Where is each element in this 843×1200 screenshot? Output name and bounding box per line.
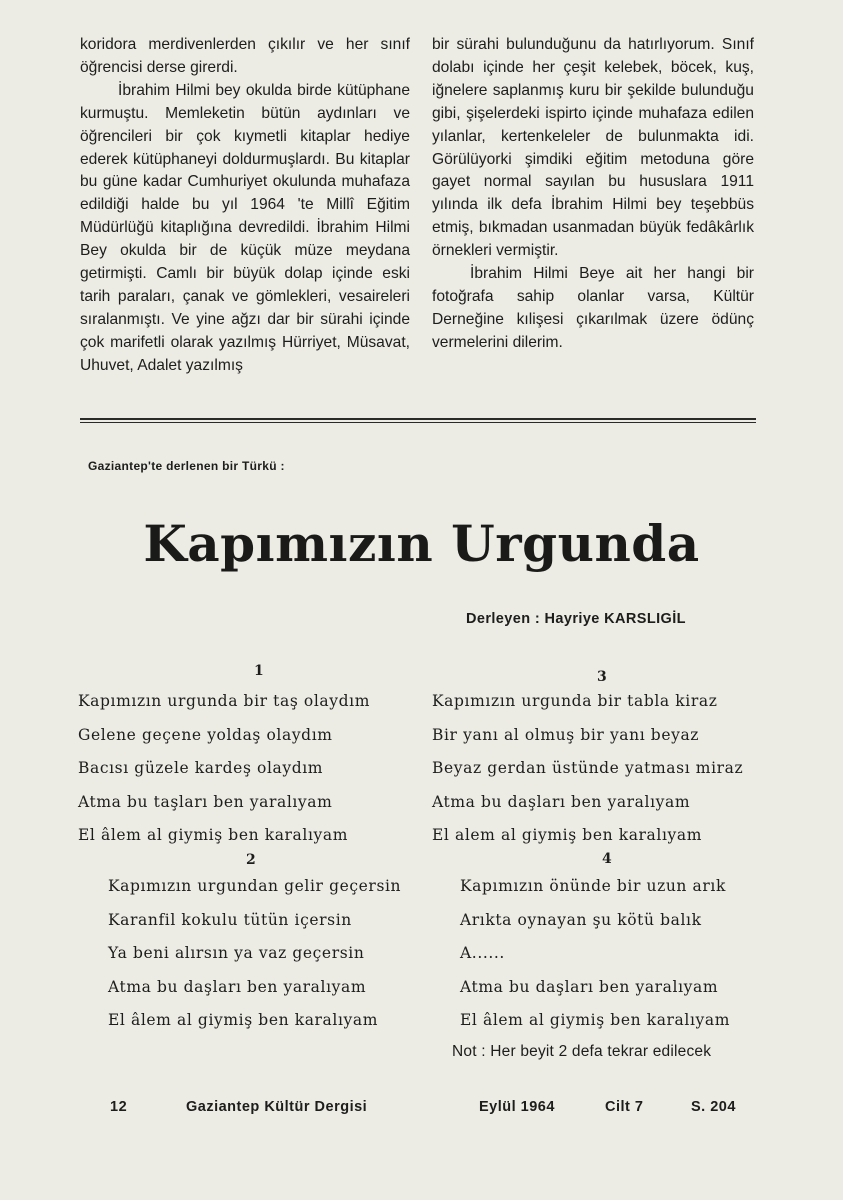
verse-line: Beyaz gerdan üstünde yatması miraz <box>432 759 744 777</box>
verse-line: Bacısı güzele kardeş olaydım <box>78 759 324 777</box>
compiler-credit: Derleyen : Hayriye KARSLIGİL <box>466 611 686 627</box>
verse-line: El alem al giymiş ben karalıyam <box>432 826 702 844</box>
article-paragraph: bir sürahi bulunduğunu da hatırlıyorum. Sınıf dolabı içinde her çeşit kelebek, böcek, kuş, iğnelere saplanmış kuru bir şekilde bulunduğu gibi, şişelerdeki ispirto içinde muhafaza edilen yılanlar, kertenkeleler de bulunmakta idi. Görülüyorki şimdiki eğitim metoduna göre gayet normal sayılan bu hususlara 1911 yılında ilk defa İbrahim Hilmi bey teşebbüs etmiş, bıkmadan usanmadan büyük fedâkârlık örnekleri vermiştir. <box>432 36 754 260</box>
verse-line: Kapımızın önünde bir uzun arık <box>460 877 726 895</box>
stanza-number: 2 <box>246 852 256 868</box>
stanza-number: 1 <box>254 663 264 679</box>
verse-line: A...... <box>460 944 505 962</box>
verse-line: Bir yanı al olmuş bir yanı beyaz <box>432 725 700 744</box>
page-number: 12 <box>110 1099 128 1115</box>
issue-date: Eylül 1964 <box>479 1099 555 1115</box>
stanza-number: 4 <box>602 851 612 867</box>
issue-number: S. 204 <box>691 1099 736 1115</box>
section-divider <box>80 418 756 420</box>
verse-line: Kapımızın urgunda bir tabla kiraz <box>432 692 718 710</box>
verse-line: Karanfil kokulu tütün içersin <box>108 910 352 929</box>
journal-name: Gaziantep Kültür Dergisi <box>186 1099 368 1115</box>
stanza <box>432 692 743 860</box>
song-kicker: Gaziantep'te derlenen bir Türkü : <box>88 459 285 473</box>
verse-line: El âlem al giymiş ben karalıyam <box>78 826 348 844</box>
verse-line: Atma bu daşları ben yaralıyam <box>460 977 719 996</box>
verse-line: El âlem al giymiş ben karalıyam <box>108 1011 378 1029</box>
verse-line: Kapımızın urgunda bir taş olaydım <box>78 692 370 710</box>
stanza <box>108 877 401 1045</box>
article-left-column <box>80 34 410 378</box>
stanza-number: 3 <box>597 669 607 685</box>
article-paragraph: koridora merdivenlerden çıkılır ve her sınıf öğrencisi derse girerdi. <box>80 36 410 76</box>
performance-note: Not : Her beyit 2 defa tekrar edilecek <box>452 1043 712 1060</box>
verse-line: Kapımızın urgundan gelir geçersin <box>108 877 402 895</box>
stanza <box>460 877 730 1045</box>
verse-line: Ya beni alırsın ya vaz geçersin <box>108 944 365 962</box>
volume-number: Cilt 7 <box>605 1099 644 1115</box>
verse-line: El âlem al giymiş ben karalıyam <box>460 1011 730 1029</box>
stanza <box>78 692 370 860</box>
article-paragraph: İbrahim Hilmi bey okulda birde kütüphane kurmuştu. Memleketin bütün aydınları ve öğrencileri bir çok kıymetli kitaplar hediye ederek kütüphaneyi doldurmuşlardı. Bu kitaplar bu güne kadar Cumhuriyet okulunda muhafaza edildiği halde bu yıl 1964 'te Millî Eğitim Müdürlüğü kitaplığına devredildi. İbrahim Hilmi Bey okulda bir de küçük müze meydana getirmişti. Camlı bir büyük dolap içinde eski tarih paraları, çanak ve gömlekleri, vesaireleri sıralanmıştı. Ve yine ağzı dar bir sürahi içinde çok marifetli olarak yazılmış Hürriyet, Müsavat, Uhuvet, Adalet yazılmış <box>80 81 410 374</box>
song-title: Kapımızın Urgunda <box>143 514 700 573</box>
article-right-column <box>432 34 754 355</box>
verse-line: Atma bu taşları ben yaralıyam <box>78 792 333 811</box>
verse-line: Arıkta oynayan şu kötü balık <box>460 910 702 929</box>
verse-line: Atma bu daşları ben yaralıyam <box>108 977 367 996</box>
verse-line: Gelene geçene yoldaş olaydım <box>78 725 333 744</box>
verse-line: Atma bu daşları ben yaralıyam <box>432 792 691 811</box>
article-paragraph: İbrahim Hilmi Beye ait her hangi bir fotoğrafa sahip olanlar varsa, Kültür Derneğine kılişesi çıkarılmak üzere ödünç vermelerini dilerim. <box>432 265 754 351</box>
section-divider-thin <box>80 422 756 423</box>
